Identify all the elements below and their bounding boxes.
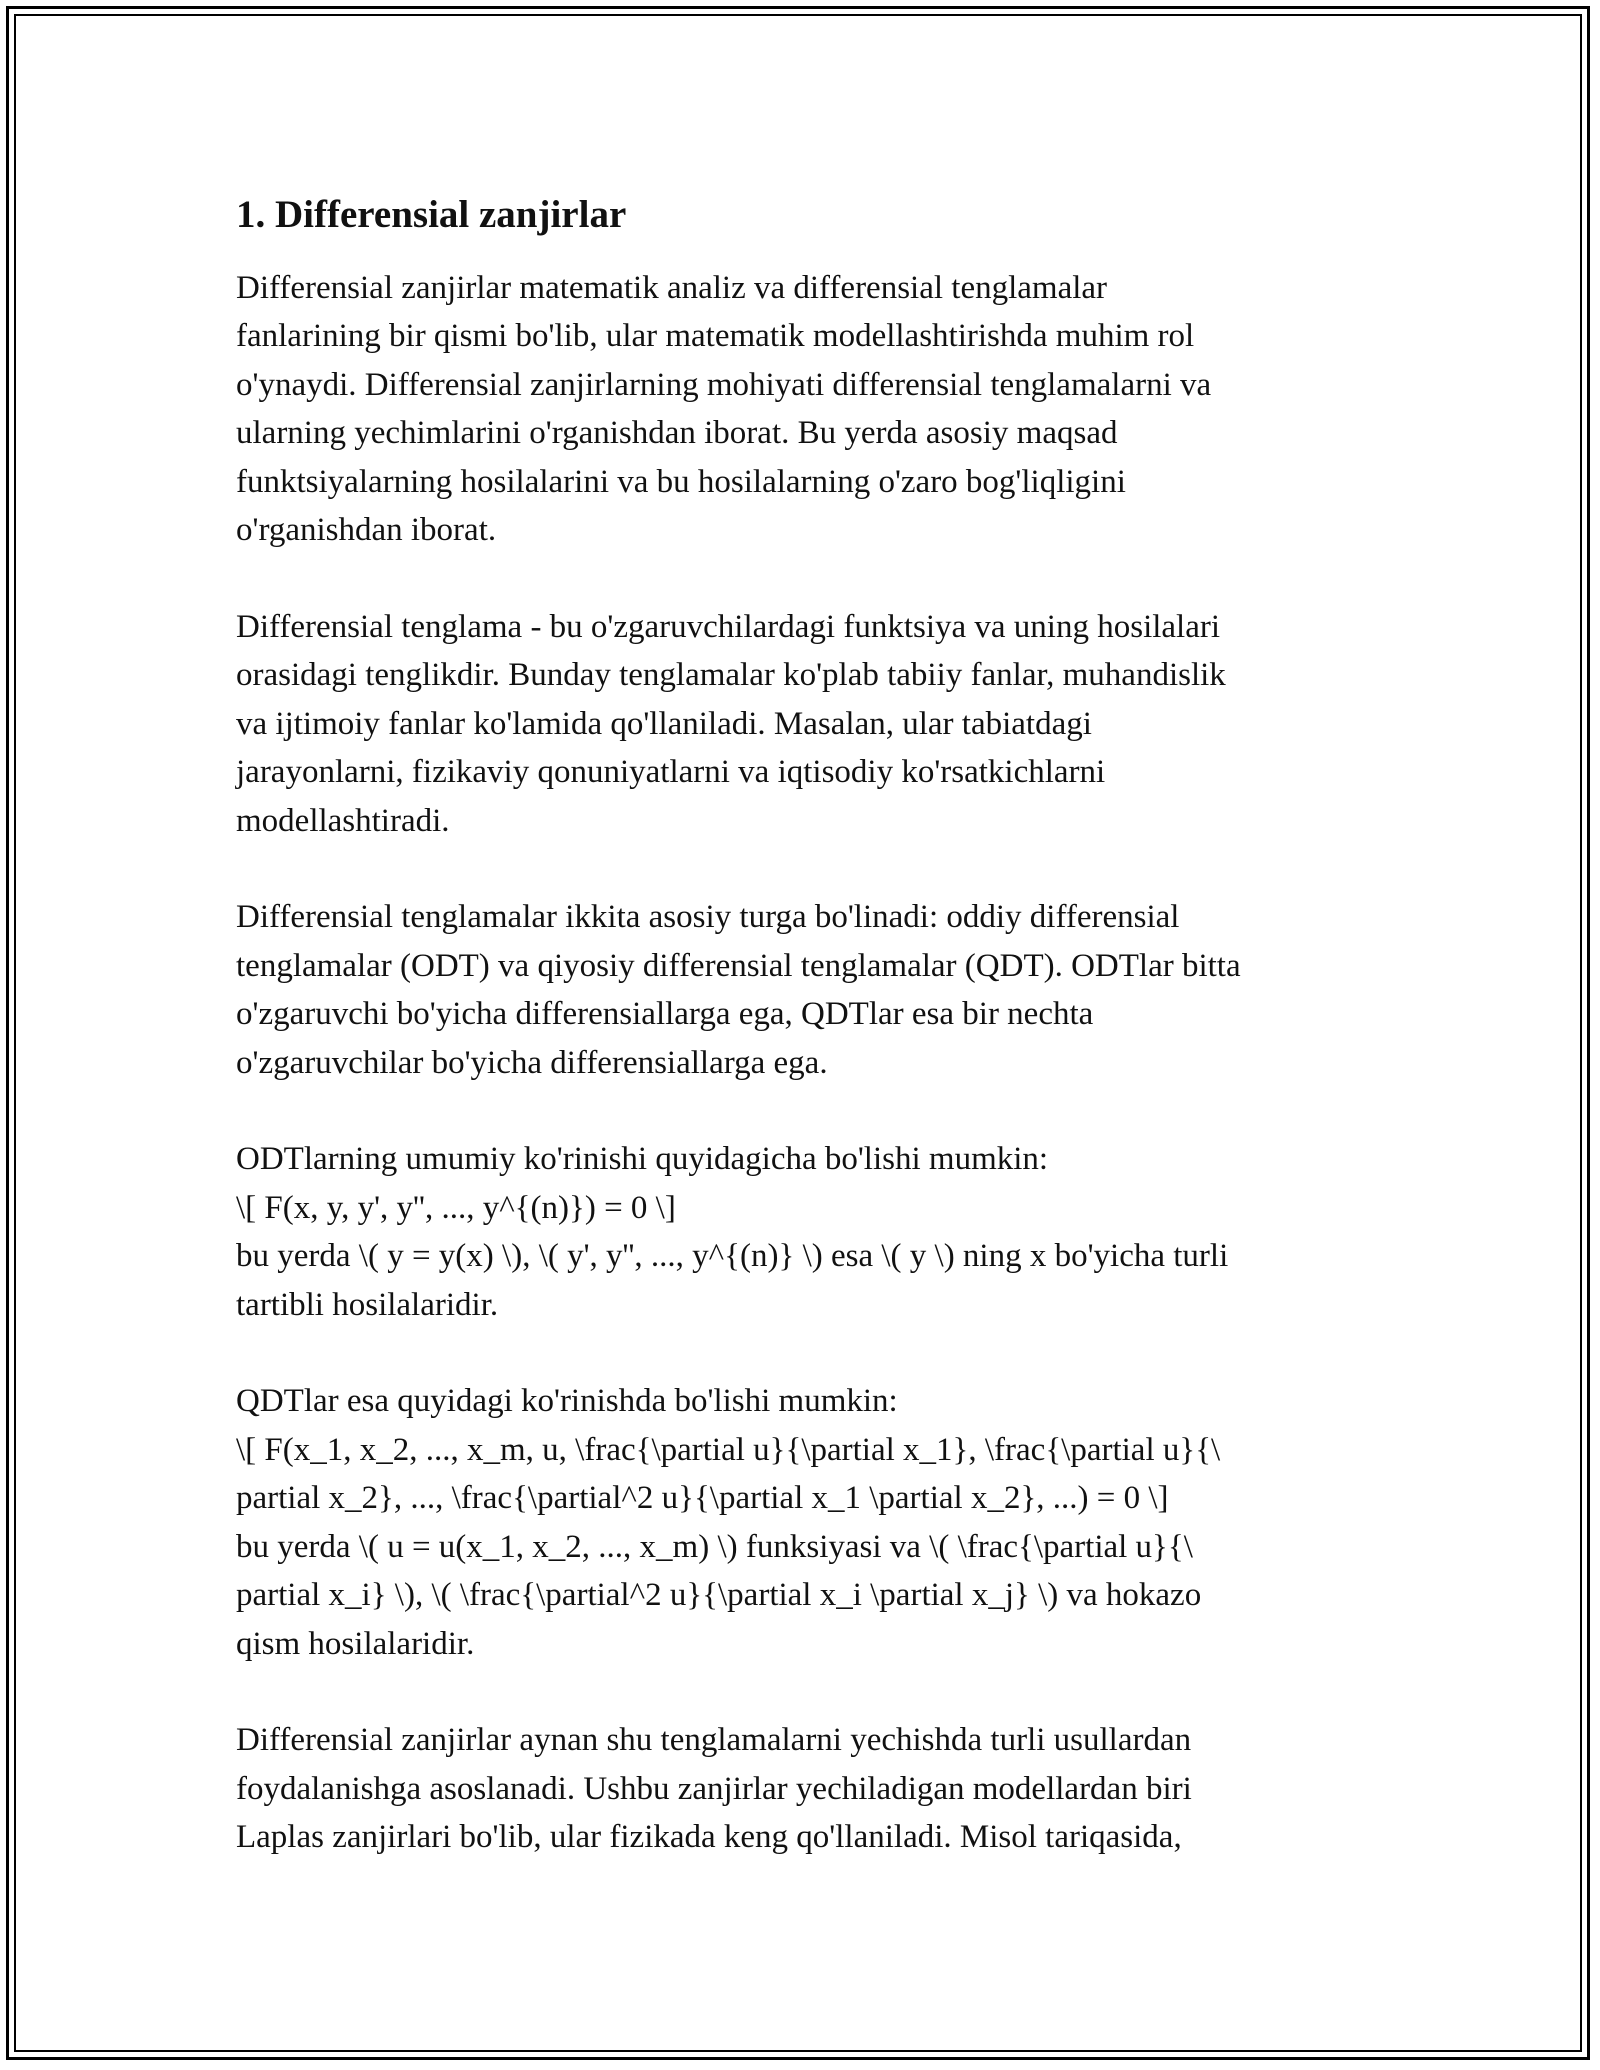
- text-line: bu yerda \( y = y(x) \), \( y', y'', ..., y^{(n)} \) esa \( y \) ning x bo'yicha turli: [236, 1238, 1229, 1275]
- text-line: \[ F(x, y, y', y'', ..., y^{(n)}) = 0 \]: [236, 1189, 676, 1226]
- text-line: funktsiyalarning hosilalarini va bu hosilalarning o'zaro bog'liqligini: [236, 463, 1126, 500]
- text-line: partial x_i} \), \( \frac{\partial^2 u}{\partial x_i \partial x_j} \) va hokazo: [236, 1577, 1202, 1614]
- text-line: Differensial tenglamalar ikkita asosiy turga bo'linadi: oddiy differensial: [236, 899, 1180, 936]
- paragraph-list: [236, 264, 1386, 1862]
- text-line: \[ F(x_1, x_2, ..., x_m, u, \frac{\partial u}{\partial x_1}, \frac{\partial u}{\: [236, 1431, 1221, 1468]
- text-line: foydalanishga asoslanadi. Ushbu zanjirlar yechiladigan modellardan biri: [236, 1770, 1192, 1807]
- text-line: QDTlar esa quyidagi ko'rinishda bo'lishi mumkin:: [236, 1383, 898, 1420]
- text-line: modellashtiradi.: [236, 802, 450, 839]
- text-line: Differensial zanjirlar matematik analiz va differensial tenglamalar: [236, 269, 1108, 306]
- text-line: ularning yechimlarini o'rganishdan iborat. Bu yerda asosiy maqsad: [236, 415, 1118, 452]
- text-line: o'rganishdan iborat.: [236, 512, 497, 549]
- paragraph: [236, 603, 1386, 846]
- text-line: partial x_2}, ..., \frac{\partial^2 u}{\partial x_1 \partial x_2}, ...) = 0 \]: [236, 1480, 1169, 1517]
- text-line: bu yerda \( u = u(x_1, x_2, ..., x_m) \) funksiyasi va \( \frac{\partial u}{\: [236, 1528, 1193, 1565]
- paragraph: [236, 1716, 1386, 1862]
- text-line: o'ynaydi. Differensial zanjirlarning mohiyati differensial tenglamalarni va: [236, 366, 1212, 403]
- text-line: va ijtimoiy fanlar ko'lamida qo'llaniladi. Masalan, ular tabiatdagi: [236, 705, 1092, 742]
- text-line: o'zgaruvchilar bo'yicha differensiallarga ega.: [236, 1044, 828, 1081]
- text-line: ODTlarning umumiy ko'rinishi quyidagicha bo'lishi mumkin:: [236, 1141, 1049, 1178]
- paragraph: [236, 264, 1386, 555]
- paragraph: [236, 1135, 1386, 1329]
- text-line: Differensial tenglama - bu o'zgaruvchilardagi funktsiya va uning hosilalari: [236, 608, 1221, 645]
- section-heading: 1. Differensial zanjirlar: [236, 193, 627, 236]
- text-line: Differensial zanjirlar aynan shu tenglamalarni yechishda turli usullardan: [236, 1722, 1192, 1759]
- paragraph: [236, 893, 1386, 1087]
- text-line: o'zgaruvchi bo'yicha differensiallarga ega, QDTlar esa bir nechta: [236, 996, 1094, 1033]
- document-body: [236, 182, 1386, 1910]
- text-line: fanlarining bir qismi bo'lib, ular matematik modellashtirishda muhim rol: [236, 318, 1195, 355]
- text-line: tartibli hosilalaridir.: [236, 1286, 499, 1323]
- text-line: jarayonlarni, fizikaviy qonuniyatlarni va iqtisodiy ko'rsatkichlarni: [236, 754, 1106, 791]
- text-line: Laplas zanjirlari bo'lib, ular fizikada keng qo'llaniladi. Misol tariqasida,: [236, 1819, 1182, 1856]
- text-line: qism hosilalaridir.: [236, 1625, 475, 1662]
- text-line: tenglamalar (ODT) va qiyosiy differensial tenglamalar (QDT). ODTlar bitta: [236, 947, 1241, 984]
- text-line: orasidagi tenglikdir. Bunday tenglamalar ko'plab tabiiy fanlar, muhandislik: [236, 657, 1226, 694]
- paragraph: [236, 1377, 1386, 1668]
